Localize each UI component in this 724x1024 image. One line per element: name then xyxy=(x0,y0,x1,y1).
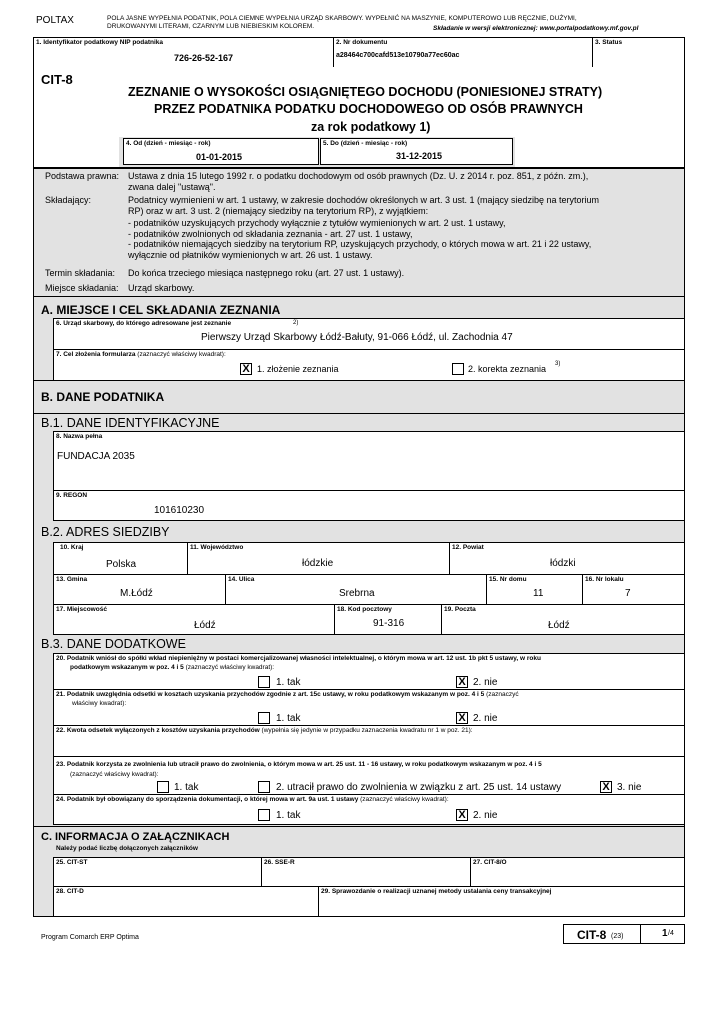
country-value: Polska xyxy=(106,559,137,570)
documentation-yes-label: 1. tak xyxy=(276,810,301,821)
legal-basis-line2: zwana dalej "ustawą". xyxy=(128,182,216,192)
county-field[interactable] xyxy=(449,542,685,575)
doc-label-num: 2. xyxy=(336,39,342,46)
poltax-label: POLTAX xyxy=(36,15,74,26)
house-number-value: 11 xyxy=(533,588,544,599)
municipality-field[interactable] xyxy=(53,574,226,605)
interest-costs-yes-label: 1. tak xyxy=(276,713,301,724)
excluded-interest-label: 22. Kwota odsetek wyłączonych z kosztów uzyskania przychodów xyxy=(56,727,260,734)
deadline-label: Termin składania: xyxy=(45,268,116,278)
voivodeship-value: łódzkie xyxy=(302,558,334,569)
regon-value: 101610230 xyxy=(154,505,205,516)
regon-label: 9. REGON xyxy=(56,492,88,499)
street-label: 14. Ulica xyxy=(228,576,255,583)
exemption-yes-checkbox[interactable] xyxy=(157,781,169,793)
cit-d-field[interactable] xyxy=(53,886,319,917)
post-office-field[interactable] xyxy=(441,604,685,635)
sse-r-field[interactable] xyxy=(261,857,471,887)
submitter-line3: - podatników uzyskujących przychody wyłącznie z tytułów wymienionych w art. 2 ust. 1 ustawy, xyxy=(128,218,506,228)
interest-costs-no-checkbox[interactable]: X xyxy=(456,712,468,724)
submitter-line2: RP) oraz w art. 3 ust. 2 (niemający siedziby na terytorium RP), z wyjątkiem: xyxy=(128,206,429,216)
purpose-note: (zaznaczyć właściwy kwadrat): xyxy=(137,351,226,358)
status-label-num: 3. xyxy=(595,39,601,46)
documentation-no-checkbox[interactable]: X xyxy=(456,809,468,821)
cit-st-label: 25. CIT-ST xyxy=(56,859,88,866)
cit-d-label: 28. CIT-D xyxy=(56,888,84,895)
doc-number-field xyxy=(333,37,593,68)
footer-form-code: CIT-8 xyxy=(577,928,607,942)
section-b3-title: B.3. DANE DODATKOWE xyxy=(41,637,186,651)
post-office-label: 19. Poczta xyxy=(444,606,476,613)
apartment-number-label: 16. Nr lokalu xyxy=(585,576,624,583)
section-b1-divider xyxy=(33,413,685,414)
section-b1-title: B.1. DANE IDENTYFIKACYJNE xyxy=(41,416,220,430)
ip-contribution-field xyxy=(53,653,685,690)
submitter-line6: wyłącznie od płatników wymienionych w art. 26 ust. 1 ustawy. xyxy=(128,250,373,260)
place-value: Urząd skarbowy. xyxy=(128,283,195,293)
purpose-submission-label: 1. złożenie zeznania xyxy=(257,364,339,374)
footer-page-total: /4 xyxy=(668,930,674,937)
documentation-note: (zaznaczyć właściwy kwadrat): xyxy=(360,796,449,803)
ip-contribution-note: (zaznaczyć właściwy kwadrat): xyxy=(185,664,275,671)
street-value: Srebrna xyxy=(339,588,375,599)
exemption-lost-label: 2. utracił prawo do zwolnienia w związku z art. 25 ust. 14 ustawy xyxy=(276,782,562,793)
street-field[interactable] xyxy=(225,574,487,605)
purpose-correction-label: 2. korekta zeznania xyxy=(468,364,547,374)
ip-contribution-yes-checkbox[interactable] xyxy=(258,676,270,688)
submitter-label: Składający: xyxy=(45,195,92,205)
house-number-label: 15. Nr domu xyxy=(489,576,527,583)
form-title-2: PRZEZ PODATNIKA PODATKU DOCHODOWEGO OD OSÓB PRAWNYCH xyxy=(154,102,583,116)
instructions-line2: DRUKOWANYMI LITERAMI, CZARNYM LUB NIEBIESKIM KOLOREM. xyxy=(107,23,315,30)
ip-contribution-label-2: podatkowym wskazanym w poz. 4 i 5 xyxy=(70,664,184,671)
full-name-label: 8. Nazwa pełna xyxy=(56,433,103,440)
period-from-label: 4. Od (dzień - miesiąc - rok) xyxy=(126,140,211,147)
interest-costs-yes-checkbox[interactable] xyxy=(258,712,270,724)
exemption-lost-checkbox[interactable] xyxy=(258,781,270,793)
period-to-value: 31-12-2015 xyxy=(396,151,443,161)
section-b-divider xyxy=(33,380,685,381)
period-to-label: 5. Do (dzień - miesiąc - rok) xyxy=(323,140,408,147)
exemption-note: (zaznaczyć właściwy kwadrat): xyxy=(70,771,159,778)
tax-office-field[interactable] xyxy=(53,318,685,350)
municipality-label: 13. Gmina xyxy=(56,576,88,583)
electronic-submission: Składanie w wersji elektronicznej: www.portalpodatkowy.mf.gov.pl xyxy=(433,25,639,32)
cit-st-field[interactable] xyxy=(53,857,262,887)
submitter-line4: - podatników zwolnionych od składania zeznania - art. 27 ust. 1 ustawy, xyxy=(128,229,413,239)
tax-office-value: Pierwszy Urząd Skarbowy Łódź-Bałuty, 91-066 Łódź, ul. Zachodnia 47 xyxy=(201,332,513,343)
section-b2-title: B.2. ADRES SIEDZIBY xyxy=(41,525,170,539)
exemption-label: 23. Podatnik korzysta ze zwolnienia lub utracił prawo do zwolnienia, o którym mowa w art. 25 ust. 11 - 16 ustawy, w roku podatkowym wskazanym w poz. 4 i 5 xyxy=(56,761,542,768)
interest-costs-field xyxy=(53,689,685,726)
instructions-line1: POLA JASNE WYPEŁNIA PODATNIK, POLA CIEMNE WYPEŁNIA URZĄD SKARBOWY. WYPEŁNIĆ NA MASZYNIE, KOMPUTEROWO LUB RĘCZNIE, DUŻYMI, xyxy=(107,15,577,22)
nip-field[interactable] xyxy=(33,37,334,68)
period-from-field[interactable] xyxy=(123,138,319,165)
form-title-3: za rok podatkowy 1) xyxy=(311,120,431,134)
municipality-value: M.Łódź xyxy=(120,588,153,599)
documentation-yes-checkbox[interactable] xyxy=(258,809,270,821)
deadline-value: Do końca trzeciego miesiąca następnego roku (art. 27 ust. 1 ustawy). xyxy=(128,268,405,278)
place-label: Miejsce składania: xyxy=(45,283,119,293)
cit-8o-field[interactable] xyxy=(470,857,685,887)
city-value: Łódź xyxy=(194,620,216,631)
purpose-field xyxy=(53,349,685,381)
exemption-yes-label: 1. tak xyxy=(174,782,199,793)
documentation-no-label: 2. nie xyxy=(473,810,498,821)
section-c-title: C. INFORMACJA O ZAŁĄCZNIKACH xyxy=(41,831,230,843)
apartment-number-value: 7 xyxy=(625,588,631,599)
nip-value: 726-26-52-167 xyxy=(174,53,234,63)
full-name-value: FUNDACJA 2035 xyxy=(57,451,135,462)
voivodeship-label: 11. Województwo xyxy=(190,544,244,551)
program-name: Program Comarch ERP Optima xyxy=(41,934,139,941)
tax-office-label: 6. Urząd skarbowy, do którego adresowane jest zeznanie xyxy=(56,320,232,327)
postal-code-label: 18. Kod pocztowy xyxy=(337,606,392,613)
exemption-no-label: 3. nie xyxy=(617,782,642,793)
section-c-subtitle: Należy podać liczbę dołączonych załączników xyxy=(56,845,198,852)
regon-field[interactable] xyxy=(53,490,685,521)
submitter-line1: Podatnicy wymienieni w art. 1 ustawy, w zakresie dochodów określonych w art. 3 ust. 1 (mający siedzibę na terytorium xyxy=(128,195,600,205)
info-bottom-divider xyxy=(33,296,685,297)
section-c-divider xyxy=(33,826,685,827)
purpose-submission-checkbox[interactable]: X xyxy=(240,363,252,375)
county-label: 12. Powiat xyxy=(452,544,484,551)
section-b-title: B. DANE PODATNIKA xyxy=(41,390,165,404)
legal-basis-label: Podstawa prawna: xyxy=(45,171,120,181)
legal-basis-line1: Ustawa z dnia 15 lutego 1992 r. o podatku dochodowym od osób prawnych (Dz. U. z 2014 r. poz. 851, z późn. zm.), xyxy=(128,171,589,181)
interest-costs-label: 21. Podatnik uwzględnia odsetki w kosztach uzyskania przychodów zgodnie z art. 15c ustawy, w roku podatkowym wskazanym w poz. 4 i 5 xyxy=(56,691,485,698)
status-label: Status xyxy=(602,39,623,46)
submitter-line5: - podatników niemających siedziby na terytorium RP, uzyskujących przychody, o których mowa w art. 21 i 22 ustawy, xyxy=(128,239,592,249)
doc-value: a28464c700cafd513e10790a77ec60ac xyxy=(336,52,460,59)
ip-contribution-yes-label: 1. tak xyxy=(276,677,301,688)
transfer-pricing-report-label: 29. Sprawozdanie o realizacji uznanej metody ustalania ceny transakcyjnej xyxy=(321,888,552,895)
footer-page-number: 1 xyxy=(662,928,668,939)
ip-contribution-no-label: 2. nie xyxy=(473,677,498,688)
voivodeship-field[interactable] xyxy=(187,542,450,575)
excluded-interest-field[interactable] xyxy=(53,725,685,757)
post-office-value: Łódź xyxy=(548,620,570,631)
purpose-correction-footnote: 3) xyxy=(555,361,561,367)
country-label: 10. Kraj xyxy=(60,544,84,551)
apartment-number-field[interactable] xyxy=(582,574,685,605)
documentation-field xyxy=(53,794,685,825)
interest-costs-no-label: 2. nie xyxy=(473,713,498,724)
ip-contribution-label-1: 20. Podatnik wniósł do spółki wkład niepieniężny w postaci komercjalizowanej własności intelektualnej, o którym mowa w art. 12 ust. 1b pkt 5 ustawy, w roku xyxy=(56,655,541,662)
nip-label: Identyfikator podatkowy NIP podatnika xyxy=(43,39,164,46)
purpose-label: 7. Cel złożenia formularza xyxy=(56,351,136,358)
full-name-field[interactable] xyxy=(53,431,685,491)
info-top-divider xyxy=(33,168,685,169)
postal-code-value: 91-316 xyxy=(373,618,405,629)
footer-page-box xyxy=(640,924,685,944)
form-code: CIT-8 xyxy=(41,72,73,87)
footer-form-code-box xyxy=(563,924,641,944)
period-to-field[interactable] xyxy=(320,138,513,165)
status-field xyxy=(592,37,685,68)
transfer-pricing-report-field[interactable] xyxy=(318,886,685,917)
city-label: 17. Miejscowość xyxy=(56,606,107,613)
form-title-1: ZEZNANIE O WYSOKOŚCI OSIĄGNIĘTEGO DOCHODU (PONIESIONEJ STRATY) xyxy=(128,85,603,99)
nip-label-num: 1. xyxy=(36,39,42,46)
section-a-title: A. MIEJSCE I CEL SKŁADANIA ZEZNANIA xyxy=(41,303,281,317)
country-field[interactable] xyxy=(53,542,188,575)
documentation-label: 24. Podatnik był obowiązany do sporządzenia dokumentacji, o której mowa w art. 9a ust. 1 ustawy xyxy=(56,796,359,803)
footer-form-version: (23) xyxy=(611,933,624,940)
period-from-value: 01-01-2015 xyxy=(196,152,243,162)
county-value: łódzki xyxy=(550,558,576,569)
tax-office-footnote: 2) xyxy=(293,320,299,326)
house-number-field[interactable] xyxy=(486,574,583,605)
city-field[interactable] xyxy=(53,604,335,635)
cit-8o-label: 27. CIT-8/O xyxy=(473,859,507,866)
purpose-correction-checkbox[interactable] xyxy=(452,363,464,375)
doc-label: Nr dokumentu xyxy=(343,39,388,46)
postal-code-field[interactable] xyxy=(334,604,442,635)
ip-contribution-no-checkbox[interactable]: X xyxy=(456,676,468,688)
sse-r-label: 26. SSE-R xyxy=(264,859,295,866)
excluded-interest-note: (wypełnia się jedynie w przypadku zaznaczenia kwadratu nr 1 w poz. 21): xyxy=(261,727,473,734)
interest-costs-note-2: właściwy kwadrat): xyxy=(72,700,127,707)
exemption-no-checkbox[interactable]: X xyxy=(600,781,612,793)
interest-costs-note-1: (zaznaczyć xyxy=(486,691,519,698)
